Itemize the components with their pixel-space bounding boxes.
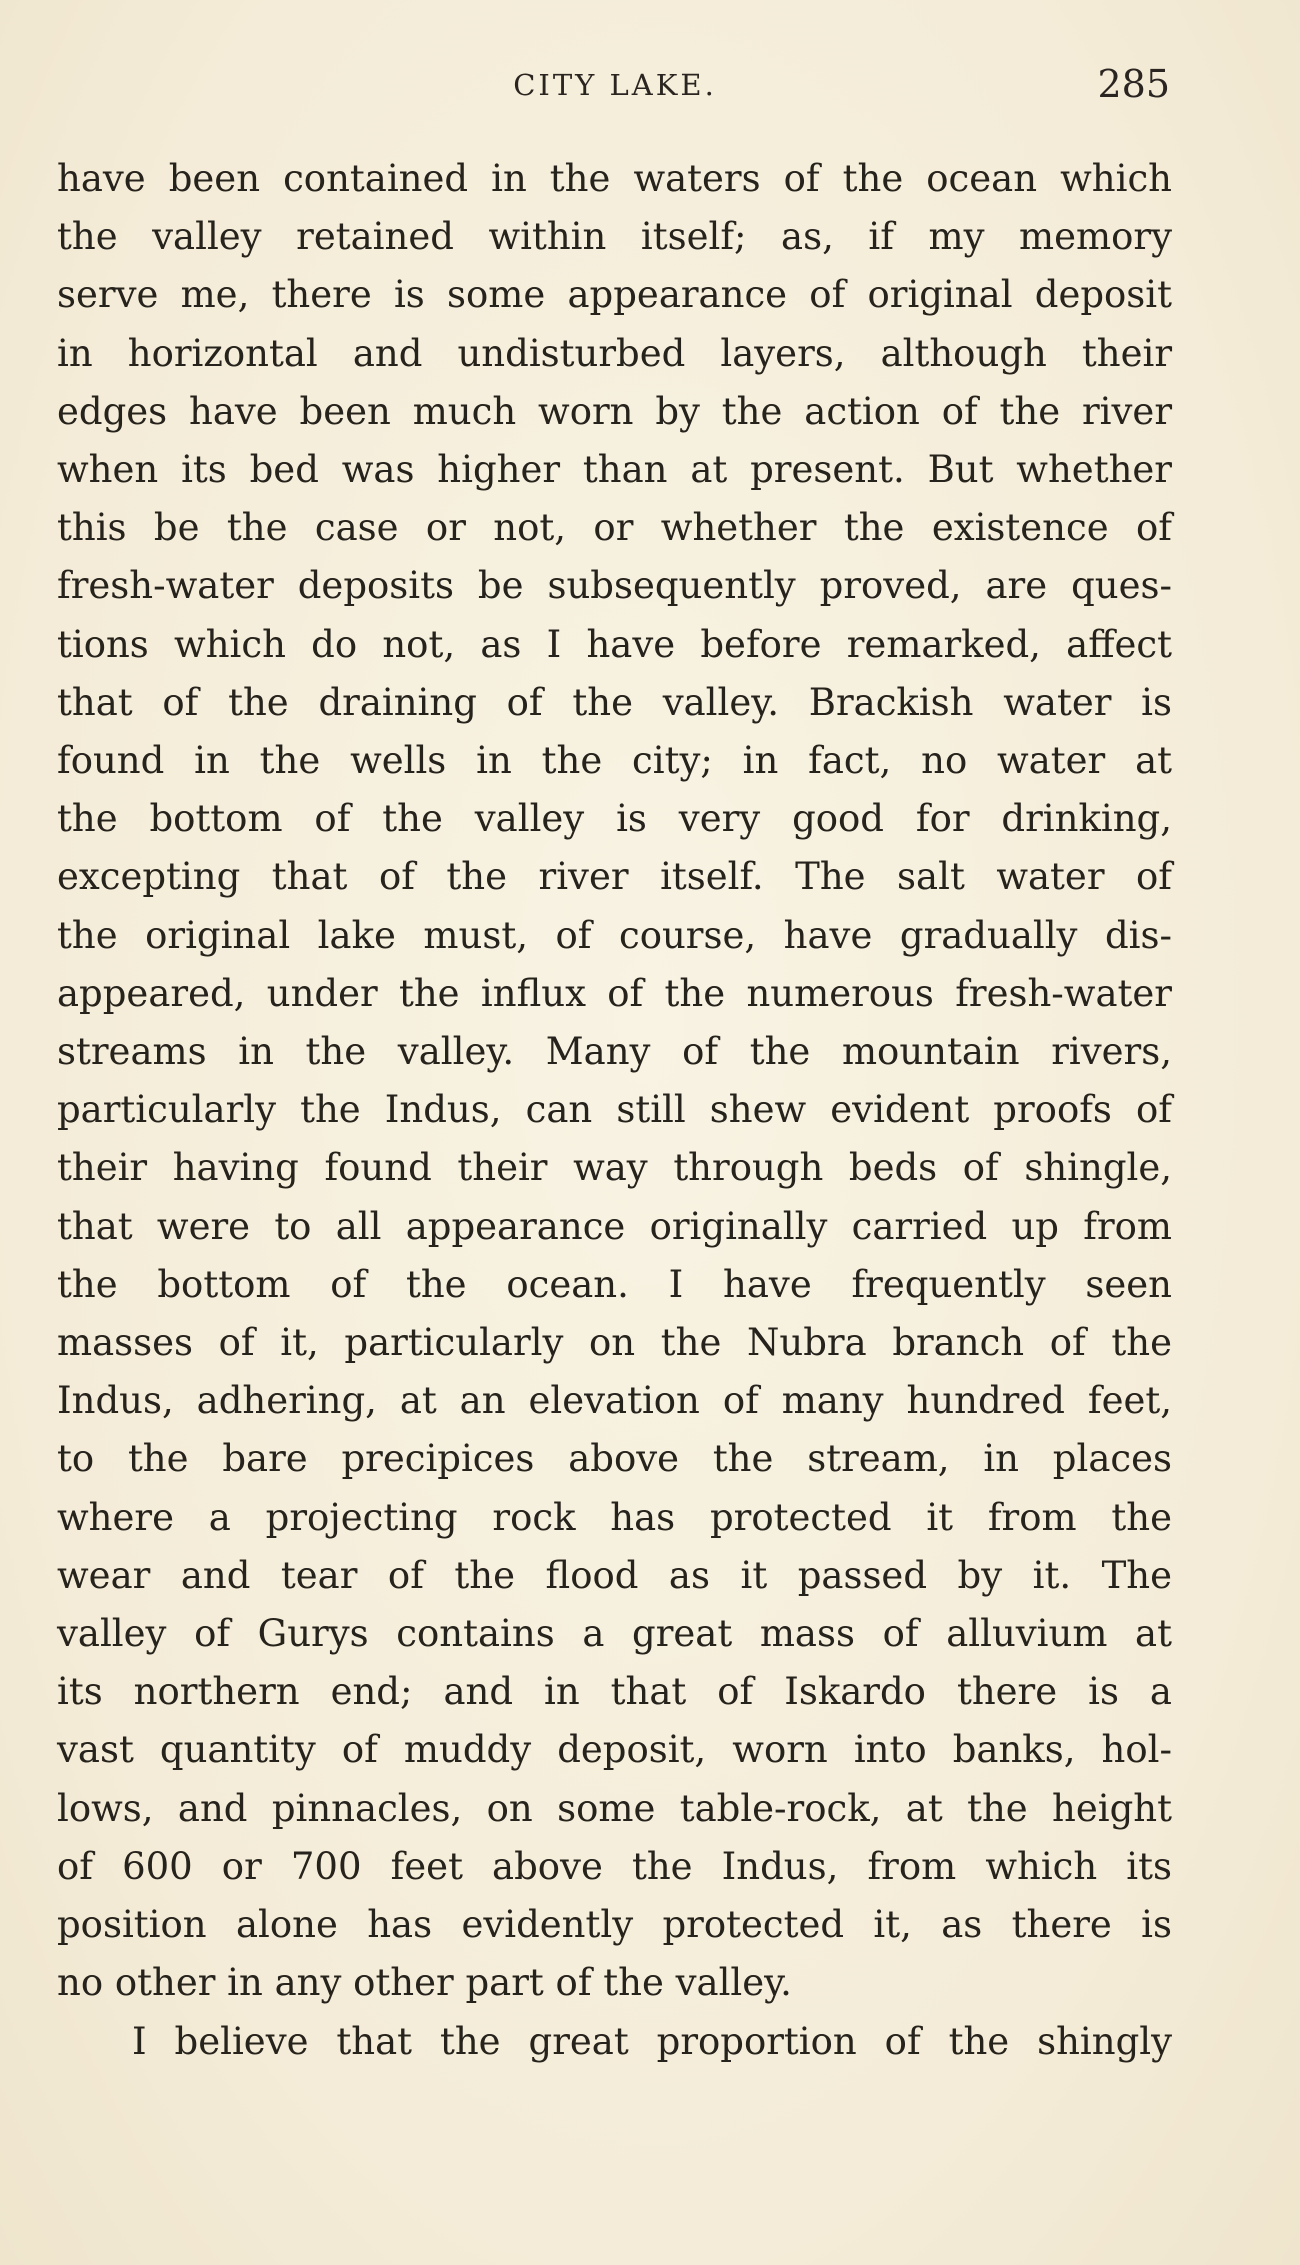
- text-line: valley of Gurys contains a great mass of alluvium at: [57, 1612, 1172, 1656]
- text-line: excepting that of the river itself. The salt water of: [57, 855, 1172, 899]
- text-line: masses of it, particularly on the Nubra branch of the: [57, 1321, 1172, 1365]
- text-line: Indus, adhering, at an elevation of many hundred feet,: [57, 1379, 1172, 1423]
- text-line: particularly the Indus, can still shew evident proofs of: [57, 1088, 1172, 1132]
- text-line: this be the case or not, or whether the existence of: [57, 506, 1172, 550]
- text-line: streams in the valley. Many of the mountain rivers,: [57, 1030, 1172, 1074]
- text-line: position alone has evidently protected it, as there is: [57, 1903, 1172, 1947]
- text-line: serve me, there is some appearance of original deposit: [57, 273, 1172, 317]
- text-line: lows, and pinnacles, on some table-rock, at the height: [57, 1786, 1172, 1830]
- text-line: vast quantity of muddy deposit, worn into banks, hol-: [57, 1728, 1172, 1772]
- text-line: where a projecting rock has protected it from the: [57, 1495, 1172, 1539]
- text-line: the valley retained within itself; as, if my memory: [57, 215, 1172, 259]
- text-line: fresh-water deposits be subsequently proved, are ques-: [57, 564, 1172, 608]
- body-text: [57, 150, 1172, 2071]
- text-line: in horizontal and undisturbed layers, although their: [57, 331, 1172, 375]
- text-line: their having found their way through beds of shingle,: [57, 1146, 1172, 1190]
- text-line: tions which do not, as I have before remarked, affect: [57, 622, 1172, 666]
- text-line: that were to all appearance originally carried up from: [57, 1204, 1172, 1248]
- text-line: of 600 or 700 feet above the Indus, from which its: [57, 1844, 1172, 1888]
- text-line: its northern end; and in that of Iskardo there is a: [57, 1670, 1172, 1714]
- text-line: appeared, under the influx of the numerous fresh-water: [57, 971, 1172, 1015]
- text-line: the original lake must, of course, have gradually dis-: [57, 913, 1172, 957]
- text-line: the bottom of the ocean. I have frequently seen: [57, 1262, 1172, 1306]
- text-line-paragraph-end: no other in any other part of the valley.: [57, 1961, 792, 2005]
- running-head: [60, 62, 1170, 112]
- text-line: edges have been much worn by the action of the river: [57, 389, 1172, 433]
- text-line: to the bare precipices above the stream, in places: [57, 1437, 1172, 1481]
- text-line: wear and tear of the flood as it passed by it. The: [57, 1553, 1172, 1597]
- text-line: have been contained in the waters of the ocean which: [57, 157, 1172, 200]
- text-line: the bottom of the valley is very good for drinking,: [57, 797, 1172, 841]
- running-head-title: CITY LAKE.: [513, 68, 717, 102]
- text-line: when its bed was higher than at present. But whether: [57, 448, 1172, 492]
- page-number: 285: [1097, 62, 1170, 106]
- text-line: found in the wells in the city; in fact, no water at: [57, 739, 1172, 783]
- text-line: that of the draining of the valley. Brackish water is: [57, 680, 1172, 724]
- text-line-paragraph-start: I believe that the great proportion of the shingly: [132, 2019, 1172, 2063]
